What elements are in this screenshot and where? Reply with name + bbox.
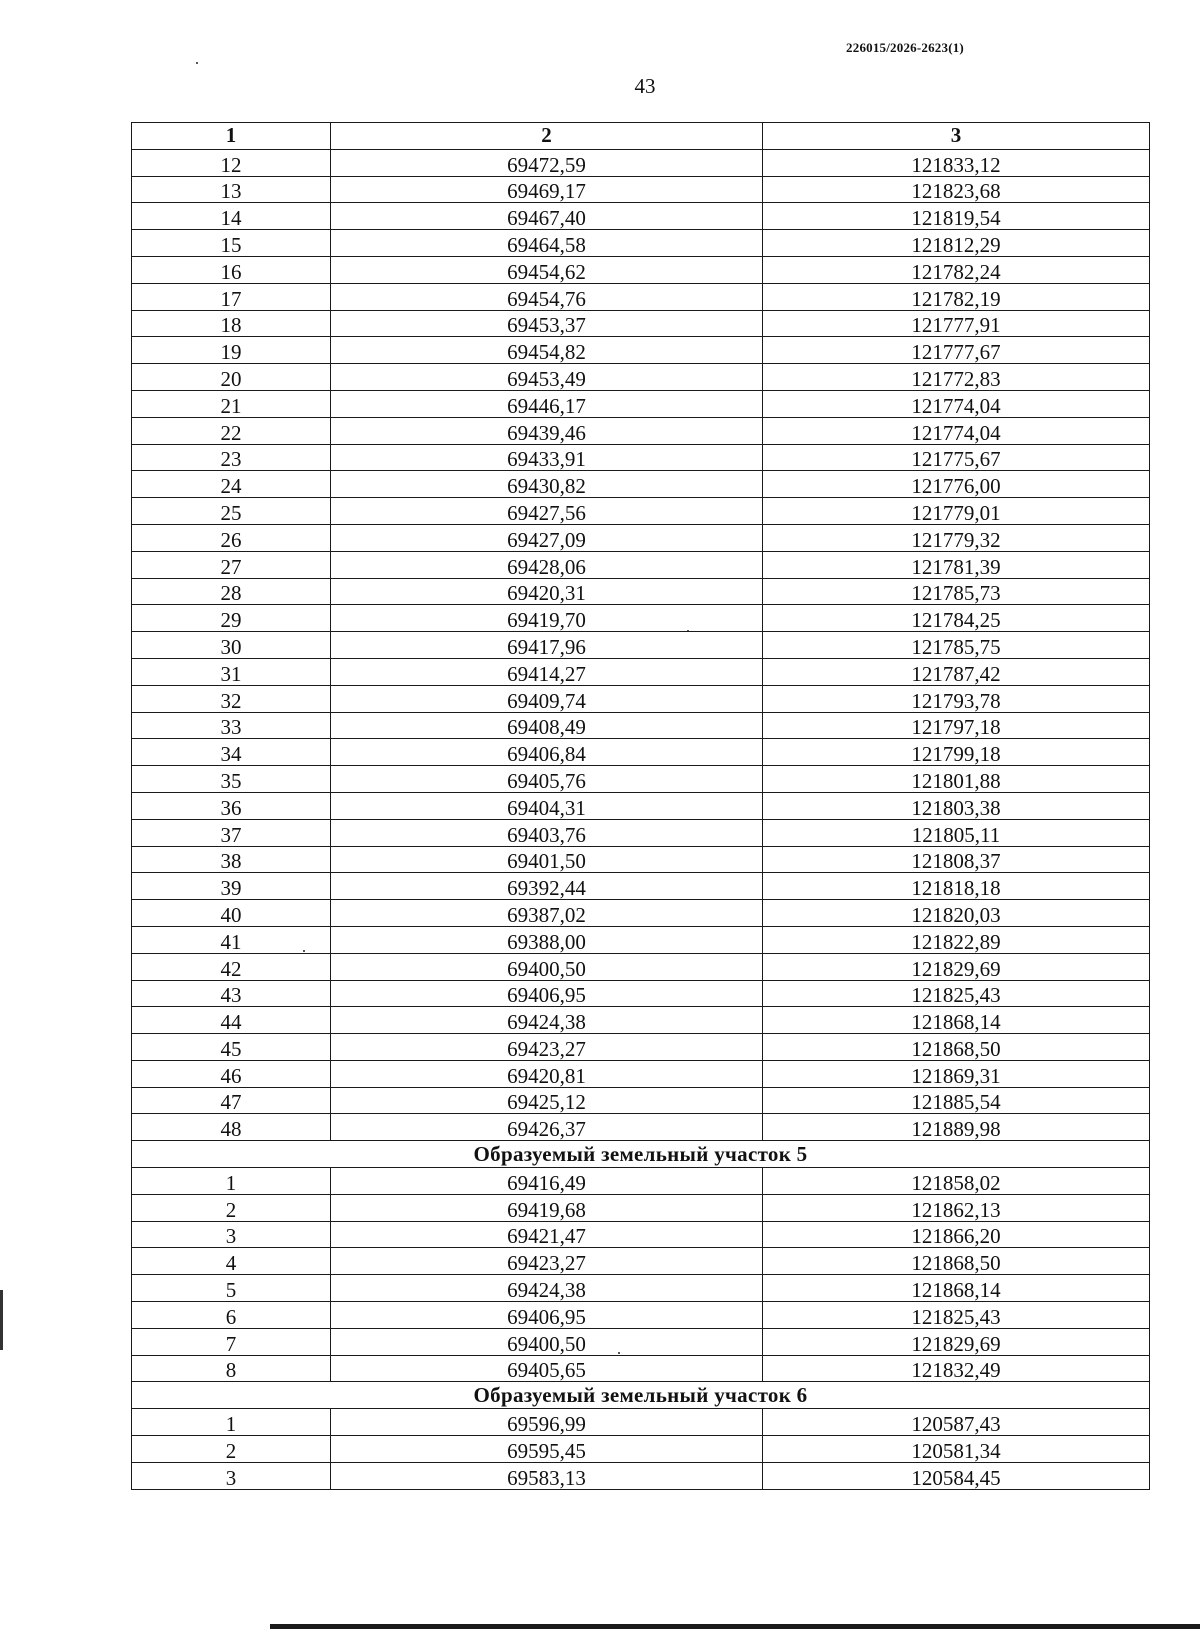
x-coordinate-cell: 69423,27: [331, 1248, 763, 1275]
x-coordinate-cell: 69446,17: [331, 390, 763, 417]
y-coordinate-cell: 121785,75: [763, 632, 1150, 659]
x-coordinate-cell: 69464,58: [331, 230, 763, 257]
table-row: [132, 471, 1150, 498]
table-row: [132, 149, 1150, 176]
point-number-cell: 42: [132, 953, 331, 980]
x-coordinate-cell: 69420,81: [331, 1060, 763, 1087]
point-number-cell: 39: [132, 873, 331, 900]
x-coordinate-cell: 69403,76: [331, 819, 763, 846]
x-coordinate-cell: 69421,47: [331, 1221, 763, 1248]
table-row: [132, 578, 1150, 605]
x-coordinate-cell: 69400,50: [331, 953, 763, 980]
y-coordinate-cell: 121819,54: [763, 203, 1150, 230]
x-coordinate-cell: 69419,68: [331, 1194, 763, 1221]
y-coordinate-cell: 121782,24: [763, 256, 1150, 283]
y-coordinate-cell: 121787,42: [763, 658, 1150, 685]
point-number-cell: 44: [132, 1007, 331, 1034]
point-number-cell: 35: [132, 766, 331, 793]
point-number-cell: 46: [132, 1060, 331, 1087]
y-coordinate-cell: 121776,00: [763, 471, 1150, 498]
point-number-cell: 25: [132, 498, 331, 525]
y-coordinate-cell: 121829,69: [763, 953, 1150, 980]
x-coordinate-cell: 69400,50: [331, 1328, 763, 1355]
y-coordinate-cell: 121781,39: [763, 551, 1150, 578]
point-number-cell: 32: [132, 685, 331, 712]
table-row: [132, 739, 1150, 766]
y-coordinate-cell: 121797,18: [763, 712, 1150, 739]
table-header-row: [132, 123, 1150, 150]
x-coordinate-cell: 69423,27: [331, 1034, 763, 1061]
point-number-cell: 33: [132, 712, 331, 739]
y-coordinate-cell: 121868,14: [763, 1007, 1150, 1034]
y-coordinate-cell: 121808,37: [763, 846, 1150, 873]
table-row: [132, 230, 1150, 257]
section-row: [132, 1141, 1150, 1168]
table-row: [132, 1060, 1150, 1087]
y-coordinate-cell: 121775,67: [763, 444, 1150, 471]
point-number-cell: 40: [132, 900, 331, 927]
table-row: [132, 551, 1150, 578]
x-coordinate-cell: 69404,31: [331, 792, 763, 819]
table-row: [132, 792, 1150, 819]
y-coordinate-cell: 121820,03: [763, 900, 1150, 927]
table-row: [132, 1034, 1150, 1061]
x-coordinate-cell: 69406,95: [331, 980, 763, 1007]
table-row: [132, 256, 1150, 283]
x-coordinate-cell: 69430,82: [331, 471, 763, 498]
y-coordinate-cell: 121774,04: [763, 417, 1150, 444]
point-number-cell: 20: [132, 364, 331, 391]
table-row: [132, 712, 1150, 739]
point-number-cell: 36: [132, 792, 331, 819]
table-row: [132, 1168, 1150, 1195]
table-row: [132, 310, 1150, 337]
table-row: [132, 605, 1150, 632]
point-number-cell: 7: [132, 1328, 331, 1355]
point-number-cell: 15: [132, 230, 331, 257]
table-row: [132, 873, 1150, 900]
column-header-point: 1: [132, 123, 331, 150]
table-row: [132, 819, 1150, 846]
point-number-cell: 28: [132, 578, 331, 605]
table-row: [132, 1462, 1150, 1489]
x-coordinate-cell: 69388,00: [331, 926, 763, 953]
x-coordinate-cell: 69427,56: [331, 498, 763, 525]
table-row: [132, 1221, 1150, 1248]
table-row: [132, 1409, 1150, 1436]
y-coordinate-cell: 121822,89: [763, 926, 1150, 953]
x-coordinate-cell: 69453,49: [331, 364, 763, 391]
y-coordinate-cell: 121868,50: [763, 1034, 1150, 1061]
x-coordinate-cell: 69408,49: [331, 712, 763, 739]
y-coordinate-cell: 121885,54: [763, 1087, 1150, 1114]
y-coordinate-cell: 121832,49: [763, 1355, 1150, 1382]
table-row: [132, 1302, 1150, 1329]
x-coordinate-cell: 69454,62: [331, 256, 763, 283]
y-coordinate-cell: 121772,83: [763, 364, 1150, 391]
document-id: 226015/2026-2623(1): [846, 40, 964, 55]
y-coordinate-cell: 121889,98: [763, 1114, 1150, 1141]
point-number-cell: 14: [132, 203, 331, 230]
x-coordinate-cell: 69420,31: [331, 578, 763, 605]
x-coordinate-cell: 69425,12: [331, 1087, 763, 1114]
x-coordinate-cell: 69416,49: [331, 1168, 763, 1195]
y-coordinate-cell: 121829,69: [763, 1328, 1150, 1355]
table-row: [132, 1355, 1150, 1382]
table-row: [132, 685, 1150, 712]
x-coordinate-cell: 69433,91: [331, 444, 763, 471]
point-number-cell: 12: [132, 149, 331, 176]
y-coordinate-cell: 121825,43: [763, 980, 1150, 1007]
table-row: [132, 658, 1150, 685]
coordinates-table-wrapper: [131, 122, 1149, 1490]
y-coordinate-cell: 121862,13: [763, 1194, 1150, 1221]
y-coordinate-cell: 121833,12: [763, 149, 1150, 176]
point-number-cell: 38: [132, 846, 331, 873]
point-number-cell: 26: [132, 524, 331, 551]
point-number-cell: 23: [132, 444, 331, 471]
point-number-cell: 1: [132, 1409, 331, 1436]
point-number-cell: 41: [132, 926, 331, 953]
table-row: [132, 980, 1150, 1007]
x-coordinate-cell: 69454,76: [331, 283, 763, 310]
y-coordinate-cell: 121812,29: [763, 230, 1150, 257]
section-title: Образуемый земельный участок 5: [132, 1141, 1150, 1168]
point-number-cell: 27: [132, 551, 331, 578]
y-coordinate-cell: 121825,43: [763, 1302, 1150, 1329]
scan-speck: [196, 62, 198, 64]
y-coordinate-cell: 121777,67: [763, 337, 1150, 364]
x-coordinate-cell: 69387,02: [331, 900, 763, 927]
table-row: [132, 1007, 1150, 1034]
x-coordinate-cell: 69427,09: [331, 524, 763, 551]
y-coordinate-cell: 121866,20: [763, 1221, 1150, 1248]
table-row: [132, 1114, 1150, 1141]
point-number-cell: 3: [132, 1462, 331, 1489]
x-coordinate-cell: 69405,65: [331, 1355, 763, 1382]
x-coordinate-cell: 69419,70: [331, 605, 763, 632]
table-row: [132, 632, 1150, 659]
column-header-y: 3: [763, 123, 1150, 150]
x-coordinate-cell: 69428,06: [331, 551, 763, 578]
point-number-cell: 1: [132, 1168, 331, 1195]
table-row: [132, 417, 1150, 444]
table-row: [132, 203, 1150, 230]
y-coordinate-cell: 121818,18: [763, 873, 1150, 900]
point-number-cell: 17: [132, 283, 331, 310]
table-body: [132, 149, 1150, 1489]
table-row: [132, 926, 1150, 953]
coordinates-table: [131, 122, 1150, 1490]
page-number: 43: [634, 74, 656, 98]
x-coordinate-cell: 69467,40: [331, 203, 763, 230]
table-row: [132, 1328, 1150, 1355]
point-number-cell: 31: [132, 658, 331, 685]
scan-edge-mark: [0, 1290, 3, 1350]
column-header-x: 2: [331, 123, 763, 150]
point-number-cell: 6: [132, 1302, 331, 1329]
table-row: [132, 364, 1150, 391]
y-coordinate-cell: 121869,31: [763, 1060, 1150, 1087]
table-row: [132, 766, 1150, 793]
x-coordinate-cell: 69424,38: [331, 1007, 763, 1034]
y-coordinate-cell: 121785,73: [763, 578, 1150, 605]
y-coordinate-cell: 121799,18: [763, 739, 1150, 766]
point-number-cell: 3: [132, 1221, 331, 1248]
x-coordinate-cell: 69426,37: [331, 1114, 763, 1141]
table-row: [132, 1275, 1150, 1302]
point-number-cell: 4: [132, 1248, 331, 1275]
point-number-cell: 43: [132, 980, 331, 1007]
x-coordinate-cell: 69439,46: [331, 417, 763, 444]
y-coordinate-cell: 120584,45: [763, 1462, 1150, 1489]
section-title: Образуемый земельный участок 6: [132, 1382, 1150, 1409]
point-number-cell: 2: [132, 1194, 331, 1221]
y-coordinate-cell: 121805,11: [763, 819, 1150, 846]
point-number-cell: 34: [132, 739, 331, 766]
y-coordinate-cell: 121868,14: [763, 1275, 1150, 1302]
table-row: [132, 953, 1150, 980]
table-row: [132, 900, 1150, 927]
x-coordinate-cell: 69583,13: [331, 1462, 763, 1489]
x-coordinate-cell: 69453,37: [331, 310, 763, 337]
point-number-cell: 5: [132, 1275, 331, 1302]
table-row: [132, 176, 1150, 203]
table-row: [132, 1087, 1150, 1114]
x-coordinate-cell: 69424,38: [331, 1275, 763, 1302]
y-coordinate-cell: 121782,19: [763, 283, 1150, 310]
section-row: [132, 1382, 1150, 1409]
point-number-cell: 18: [132, 310, 331, 337]
table-row: [132, 1194, 1150, 1221]
x-coordinate-cell: 69469,17: [331, 176, 763, 203]
x-coordinate-cell: 69409,74: [331, 685, 763, 712]
point-number-cell: 16: [132, 256, 331, 283]
table-row: [132, 1436, 1150, 1463]
y-coordinate-cell: 121779,01: [763, 498, 1150, 525]
point-number-cell: 8: [132, 1355, 331, 1382]
y-coordinate-cell: 121823,68: [763, 176, 1150, 203]
point-number-cell: 2: [132, 1436, 331, 1463]
table-row: [132, 390, 1150, 417]
y-coordinate-cell: 120581,34: [763, 1436, 1150, 1463]
point-number-cell: 37: [132, 819, 331, 846]
x-coordinate-cell: 69406,84: [331, 739, 763, 766]
point-number-cell: 48: [132, 1114, 331, 1141]
table-row: [132, 498, 1150, 525]
point-number-cell: 29: [132, 605, 331, 632]
y-coordinate-cell: 121777,91: [763, 310, 1150, 337]
table-row: [132, 524, 1150, 551]
y-coordinate-cell: 121784,25: [763, 605, 1150, 632]
point-number-cell: 47: [132, 1087, 331, 1114]
point-number-cell: 24: [132, 471, 331, 498]
point-number-cell: 30: [132, 632, 331, 659]
x-coordinate-cell: 69596,99: [331, 1409, 763, 1436]
table-row: [132, 846, 1150, 873]
point-number-cell: 45: [132, 1034, 331, 1061]
table-row: [132, 444, 1150, 471]
x-coordinate-cell: 69417,96: [331, 632, 763, 659]
y-coordinate-cell: 121803,38: [763, 792, 1150, 819]
table-row: [132, 283, 1150, 310]
y-coordinate-cell: 121801,88: [763, 766, 1150, 793]
y-coordinate-cell: 121793,78: [763, 685, 1150, 712]
x-coordinate-cell: 69414,27: [331, 658, 763, 685]
table-row: [132, 337, 1150, 364]
point-number-cell: 21: [132, 390, 331, 417]
x-coordinate-cell: 69454,82: [331, 337, 763, 364]
point-number-cell: 13: [132, 176, 331, 203]
x-coordinate-cell: 69401,50: [331, 846, 763, 873]
y-coordinate-cell: 121858,02: [763, 1168, 1150, 1195]
x-coordinate-cell: 69392,44: [331, 873, 763, 900]
x-coordinate-cell: 69472,59: [331, 149, 763, 176]
point-number-cell: 22: [132, 417, 331, 444]
y-coordinate-cell: 120587,43: [763, 1409, 1150, 1436]
x-coordinate-cell: 69595,45: [331, 1436, 763, 1463]
point-number-cell: 19: [132, 337, 331, 364]
y-coordinate-cell: 121774,04: [763, 390, 1150, 417]
y-coordinate-cell: 121779,32: [763, 524, 1150, 551]
x-coordinate-cell: 69406,95: [331, 1302, 763, 1329]
table-row: [132, 1248, 1150, 1275]
scan-bottom-border: [270, 1624, 1200, 1629]
y-coordinate-cell: 121868,50: [763, 1248, 1150, 1275]
x-coordinate-cell: 69405,76: [331, 766, 763, 793]
